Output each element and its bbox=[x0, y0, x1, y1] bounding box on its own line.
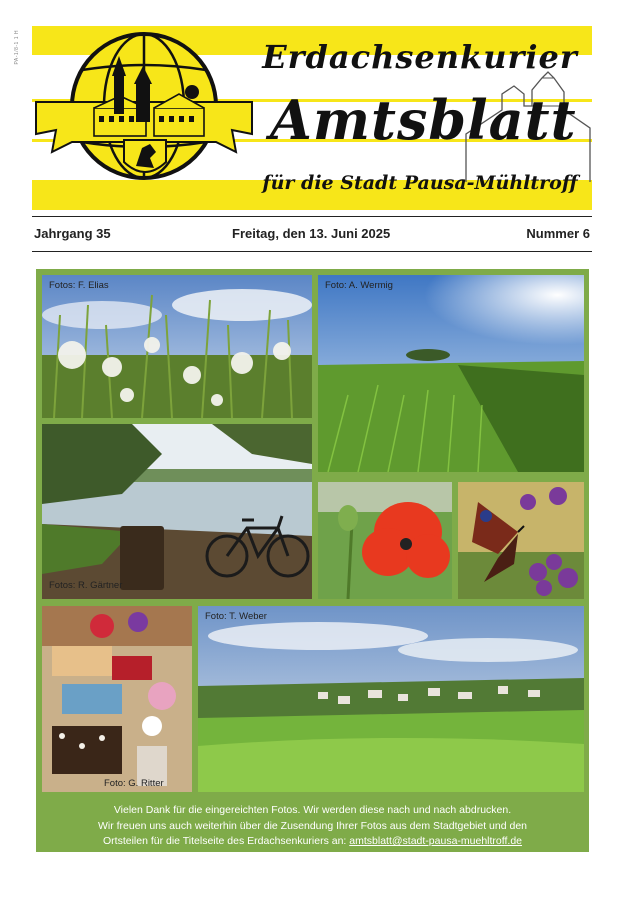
photo-town-view bbox=[198, 606, 584, 792]
issue-info-bar bbox=[32, 216, 592, 252]
masthead-title-top: Erdachsenkurier bbox=[262, 38, 578, 76]
photo-collage bbox=[36, 269, 589, 852]
issue-date: Freitag, den 13. Juni 2025 bbox=[232, 226, 391, 241]
masthead-title-main: Amtsblatt bbox=[270, 88, 577, 152]
caption-line: Wir freuen uns auch weiterhin über die Zusendung Ihrer Fotos aus dem Stadtgebiet und den bbox=[97, 819, 527, 832]
photo-dandelions bbox=[42, 275, 312, 418]
photo-credit: Foto: G. Ritter bbox=[104, 778, 164, 789]
photo-grain-field bbox=[318, 275, 584, 472]
photo-credit: Fotos: R. Gärtner bbox=[49, 580, 123, 591]
photo-poppy bbox=[318, 482, 452, 599]
issue-number: Nummer 6 bbox=[526, 226, 590, 241]
photo-credit: Foto: T. Weber bbox=[205, 611, 267, 622]
photo-lake-bicycle bbox=[42, 424, 312, 599]
issue-volume: Jahrgang 35 bbox=[34, 226, 111, 241]
caption-line: Ortsteilen für die Titelseite des Erdachsenkuriers an: bbox=[102, 835, 347, 847]
photo-butterfly bbox=[458, 482, 584, 599]
masthead-subtitle: für die Stadt Pausa-Mühltroff bbox=[262, 172, 578, 194]
email-link[interactable]: amtsblatt@stadt-pausa-muehltroff.de bbox=[349, 835, 522, 847]
photo-cakes-flowers bbox=[42, 606, 192, 792]
photo-credit: Foto: A. Wermig bbox=[325, 280, 393, 291]
town-globe-logo bbox=[32, 30, 262, 182]
photo-credit: Fotos: F. Elias bbox=[49, 280, 109, 291]
masthead bbox=[32, 26, 592, 212]
photo-call-caption bbox=[36, 796, 589, 852]
print-code: PA-1/8-1 1 H bbox=[14, 30, 20, 65]
caption-line: Vielen Dank für die eingereichten Fotos. Wir werden diese nach und nach abdrucken. bbox=[113, 804, 512, 816]
